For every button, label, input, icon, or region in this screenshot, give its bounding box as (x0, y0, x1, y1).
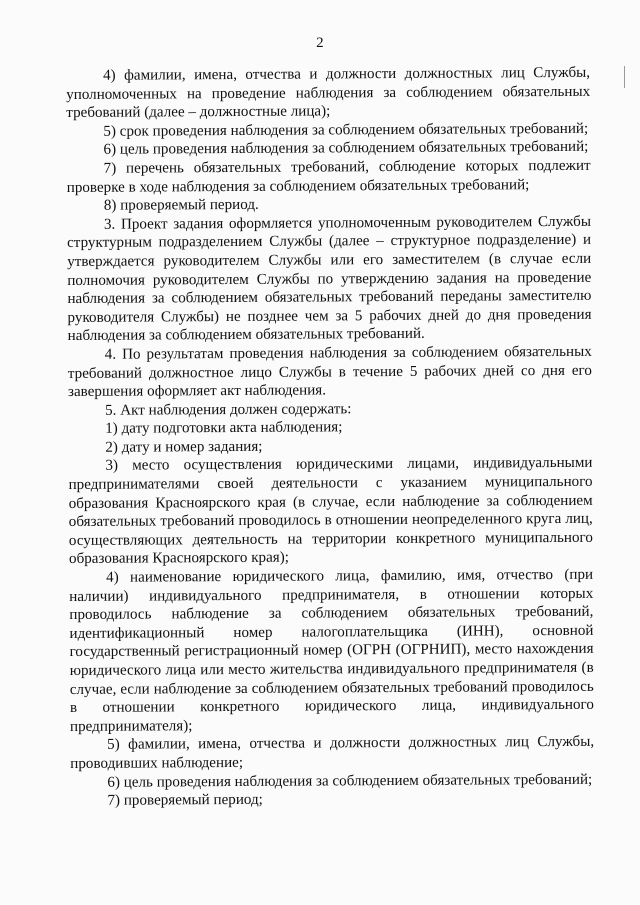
paragraph-list-item-5: 5) срок проведения наблюдения за соблюдением обязательных требований; (103, 120, 589, 140)
paragraph-act-item-4: 4) наименование юридического лица, фамилию, имя, отчество (при наличии) индивидуального предпринимателя, в отношении которых проводилось наблюдение за соблюдением обязательных требований, идентификационный номер налогоплательщика (ИНН), основной государственный регистрационный номер (ОГРН (ОГРНИП), место нахождения юридического лица или место жительства индивидуального предпринимателя (в случае, если наблюдение за соблюдением обязательных требований проводилось в отношении конкретного юридического лица, индивидуального предпринимателя); (69, 566, 594, 735)
paragraph-list-item-4: 4) фамилии, имена, отчества и должности должностных лиц Службы, уполномоченных на проведение наблюдения за соблюдением обязательных требований (далее – должностные лица); (66, 64, 591, 122)
paragraph-list-item-6: 6) цель проведения наблюдения за соблюдением обязательных требований; (103, 139, 589, 159)
paragraph-act-item-6: 6) цель проведения наблюдения за соблюдением обязательных требований; (107, 771, 593, 791)
paragraph-act-item-7: 7) проверяемый период; (107, 791, 263, 809)
paragraph-act-item-2: 2) дату и номер задания; (105, 438, 263, 456)
paragraph-act-item-3: 3) место осуществления юридическими лицами, индивидуальными предпринимателями своей деятельности с указанием муниципального образования Красноярского края (в случае, если наблюдение за соблюдением обязательных требований проводилось в отношении неопределенного круга лиц, осуществляющих деятельность на территории конкретного муниципального образования Красноярского края); (68, 455, 593, 568)
paragraph-list-item-7: 7) перечень обязательных требований, соблюдение которых подлежит проверке в ходе наблюдения за соблюдением обязательных требований; (66, 157, 591, 196)
paragraph-section-5: 5. Акт наблюдения должен содержать: (105, 400, 352, 419)
paragraph-list-item-8: 8) проверяемый период. (103, 196, 259, 214)
page-number: 2 (316, 35, 324, 51)
paragraph-section-3: 3. Проект задания оформляется уполномоченным руководителем Службы структурным подразделением Службы (далее – структурное подразделение) и утверждается руководителем Службы или его заместителем (в случае если полномочия руководителем Службы по утверждению задания на проведение наблюдения за соблюдением обязательных требований переданы заместителю руководителя Службы) не позднее чем за 5 рабочих дней до дня проведения наблюдения за соблюдением обязательных требований. (67, 213, 592, 345)
scan-edge-mark (624, 66, 625, 88)
paragraph-act-item-1: 1) дату подготовки акта наблюдения; (105, 419, 343, 438)
document-body (66, 64, 595, 811)
paragraph-act-item-5: 5) фамилии, имена, отчества и должности должностных лиц Службы, проводивших наблюдение; (70, 734, 595, 772)
paragraph-section-4: 4. По результатам проведения наблюдения за соблюдением обязательных требований должностное лицо Службы в течение 5 рабочих дней со дня его завершения оформляет акт наблюдения. (67, 343, 592, 401)
